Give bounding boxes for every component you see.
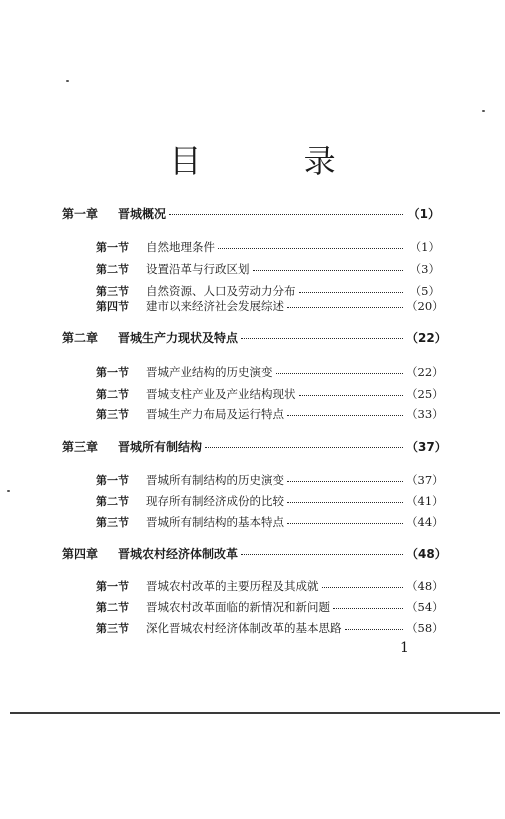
toc-entry-number: 第三节: [96, 516, 129, 529]
toc-section-entry: [0, 470, 505, 490]
toc-entry-page: （41）: [406, 494, 444, 508]
toc-dot-leader: [287, 502, 403, 503]
toc-section-entry: [0, 597, 505, 617]
toc-entry-title: 晋城产业结构的历史演变: [146, 365, 273, 379]
toc-entry-title: 晋城生产力布局及运行特点: [146, 407, 284, 421]
toc-entry-title: 晋城支柱产业及产业结构现状: [146, 387, 296, 401]
toc-dot-leader: [253, 270, 404, 271]
toc-entry-page: （1）: [409, 240, 440, 254]
toc-dot-leader: [299, 292, 404, 293]
toc-entry-number: 第四节: [96, 300, 129, 313]
toc-dot-leader: [287, 307, 403, 308]
toc-section-entry: [0, 362, 505, 382]
toc-entry-page: （58）: [406, 621, 444, 635]
toc-entry-page: （22）: [406, 330, 447, 345]
toc-section-entry: [0, 296, 505, 316]
toc-entry-number: 第一节: [96, 241, 129, 254]
toc-entry-number: 第三节: [96, 285, 129, 298]
toc-entry-page: （5）: [409, 284, 440, 298]
toc-dot-leader: [218, 248, 403, 249]
toc-section-entry: [0, 491, 505, 511]
toc-entry-title: 晋城所有制结构: [118, 439, 203, 454]
toc-entry-page: （37）: [406, 439, 447, 454]
toc-dot-leader: [241, 554, 403, 555]
page-title: 目 录: [169, 142, 382, 180]
toc-dot-leader: [169, 214, 403, 215]
toc-entry-title: 晋城生产力现状及特点: [118, 330, 239, 345]
toc-dot-leader: [345, 629, 404, 630]
toc-section-entry: [0, 512, 505, 532]
scan-speck: [7, 490, 10, 492]
toc-entry-page: （25）: [406, 387, 444, 401]
toc-entry-page: （20）: [406, 299, 444, 313]
toc-entry-number: 第三章: [62, 439, 99, 454]
toc-entry-page: （37）: [406, 473, 444, 487]
toc-entry-title: 晋城农村改革面临的新情况和新问题: [146, 600, 330, 614]
toc-entry-page: （3）: [409, 262, 440, 276]
toc-chapter-entry: [0, 543, 505, 563]
page-number: 1: [400, 640, 409, 656]
toc-entry-number: 第二节: [96, 601, 129, 614]
toc-entry-number: 第三节: [96, 408, 129, 421]
toc-entry-page: （44）: [406, 515, 444, 529]
toc-dot-leader: [276, 373, 404, 374]
toc-dot-leader: [287, 481, 403, 482]
toc-entry-number: 第一章: [62, 206, 99, 221]
toc-section-entry: [0, 384, 505, 404]
scan-speck: [482, 110, 485, 112]
toc-entry-number: 第三节: [96, 622, 129, 635]
toc-entry-number: 第一节: [96, 366, 129, 379]
toc-entry-page: （22）: [406, 365, 444, 379]
toc-dot-leader: [287, 415, 403, 416]
toc-entry-title: 晋城概况: [118, 206, 167, 221]
scan-speck: [66, 80, 69, 82]
toc-chapter-entry: [0, 436, 505, 456]
toc-entry-page: （48）: [406, 579, 444, 593]
toc-entry-title: 晋城所有制结构的历史演变: [146, 473, 284, 487]
toc-chapter-entry: [0, 327, 505, 347]
toc-entry-title: 自然资源、人口及劳动力分布: [146, 284, 296, 298]
toc-section-entry: [0, 404, 505, 424]
toc-entry-number: 第二章: [62, 330, 99, 345]
toc-entry-title: 晋城农村经济体制改革: [118, 546, 239, 561]
toc-entry-number: 第一节: [96, 580, 129, 593]
toc-dot-leader: [322, 587, 404, 588]
toc-entry-page: （48）: [406, 546, 447, 561]
toc-entry-page: （33）: [406, 407, 444, 421]
toc-dot-leader: [287, 523, 403, 524]
toc-section-entry: [0, 618, 505, 638]
toc-entry-page: （54）: [406, 600, 444, 614]
toc-entry-page: （1）: [407, 206, 440, 221]
toc-dot-leader: [205, 447, 403, 448]
toc-entry-title: 设置沿革与行政区划: [146, 262, 250, 276]
toc-dot-leader: [333, 608, 403, 609]
toc-chapter-entry: [0, 203, 505, 223]
toc-entry-title: 晋城所有制结构的基本特点: [146, 515, 284, 529]
toc-entry-number: 第四章: [62, 546, 99, 561]
toc-dot-leader: [241, 338, 403, 339]
toc-entry-title: 深化晋城农村经济体制改革的基本思路: [146, 621, 342, 635]
toc-entry-number: 第二节: [96, 263, 129, 276]
toc-entry-title: 晋城农村改革的主要历程及其成就: [146, 579, 319, 593]
bottom-rule: [10, 712, 500, 714]
toc-section-entry: [0, 237, 505, 257]
toc-entry-number: 第二节: [96, 388, 129, 401]
toc-dot-leader: [299, 395, 404, 396]
toc-entry-number: 第二节: [96, 495, 129, 508]
toc-section-entry: [0, 576, 505, 596]
toc-entry-number: 第一节: [96, 474, 129, 487]
toc-entry-title: 自然地理条件: [146, 240, 215, 254]
toc-section-entry: [0, 259, 505, 279]
toc-entry-title: 建市以来经济社会发展综述: [146, 299, 284, 313]
toc-entry-title: 现存所有制经济成份的比较: [146, 494, 284, 508]
